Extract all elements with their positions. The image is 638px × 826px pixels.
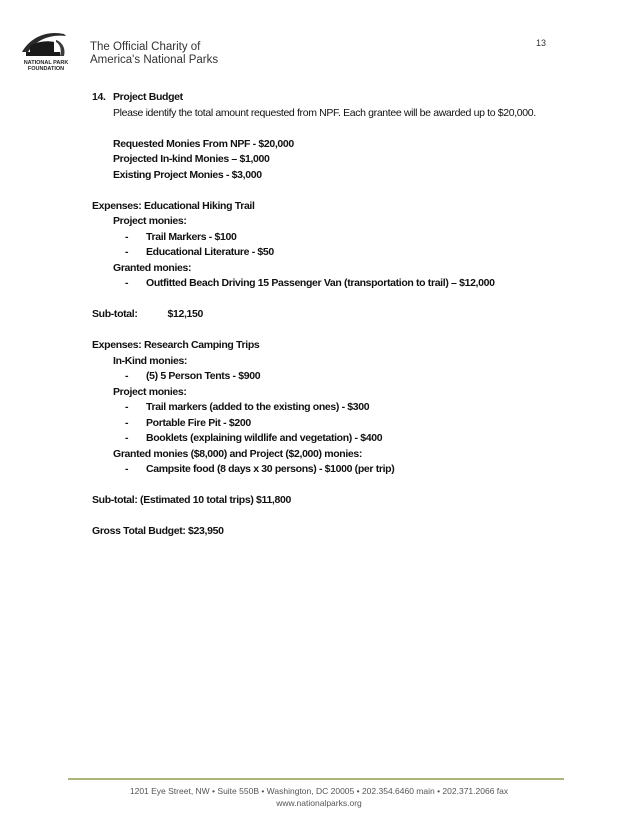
list-item: - Portable Fire Pit - $200 xyxy=(125,416,251,429)
camping-granted-label: Granted monies ($8,000) and Project ($2,000) monies: xyxy=(113,447,363,460)
section-number: 14. xyxy=(92,91,106,103)
tagline-line-2: America's National Parks xyxy=(90,54,219,66)
list-item: - (5) 5 Person Tents - $900 xyxy=(125,370,261,382)
summary-requested: Requested Monies From NPF - $20,000 xyxy=(113,137,294,150)
hiking-subtotal: Sub-total: $12,150 xyxy=(92,307,562,323)
expenses-hiking-heading: Expenses: Educational Hiking Trail xyxy=(92,199,255,212)
list-item: - Trail markers (added to the existing ones) - $300 xyxy=(125,401,370,413)
logo-text: NATIONAL PARK FOUNDATION xyxy=(23,60,69,72)
hiking-subtotal-value: $12,150 xyxy=(167,308,204,320)
list-item: - Educational Literature - $50 xyxy=(125,246,274,258)
camping-project-label: Project monies: xyxy=(113,385,187,398)
hiking-granted-label: Granted monies: xyxy=(113,261,192,274)
summary-inkind: Projected In-kind Monies – $1,000 xyxy=(113,153,270,165)
budget-content xyxy=(92,90,562,540)
list-item: - Outfitted Beach Driving 15 Passenger Van (transportation to trail) – $12,000 xyxy=(125,277,495,289)
summary-existing: Existing Project Monies - $3,000 xyxy=(113,168,262,181)
section-intro: Please identify the total amount requested from NPF. Each grantee will be awarded up to $20,000. xyxy=(113,106,536,119)
page-number: 13 xyxy=(536,38,547,48)
camping-inkind-label: In-Kind monies: xyxy=(113,354,188,367)
footer-divider xyxy=(68,778,564,780)
org-tagline xyxy=(90,41,218,67)
footer-address: 1201 Eye Street, NW • Suite 550B • Washington, DC 20005 • 202.354.6460 main • 202.371.2066 fax xyxy=(129,786,509,796)
list-item: - Trail Markers - $100 xyxy=(125,230,237,243)
expenses-camping-heading: Expenses: Research Camping Trips xyxy=(92,339,260,351)
hiking-project-label: Project monies: xyxy=(113,215,187,227)
section-heading xyxy=(92,90,562,106)
tagline-line-1: The Official Charity of xyxy=(90,41,201,53)
camping-subtotal: Sub-total: (Estimated 10 total trips) $11,800 xyxy=(92,494,291,506)
gross-total: Gross Total Budget: $23,950 xyxy=(92,525,224,537)
list-item: - Booklets (explaining wildlife and vegetation) - $400 xyxy=(125,432,383,444)
section-title: Project Budget xyxy=(113,91,183,103)
list-item: - Campsite food (8 days x 30 persons) - $1000 (per trip) xyxy=(125,463,395,475)
footer-website: www.nationalparks.org xyxy=(276,798,362,808)
